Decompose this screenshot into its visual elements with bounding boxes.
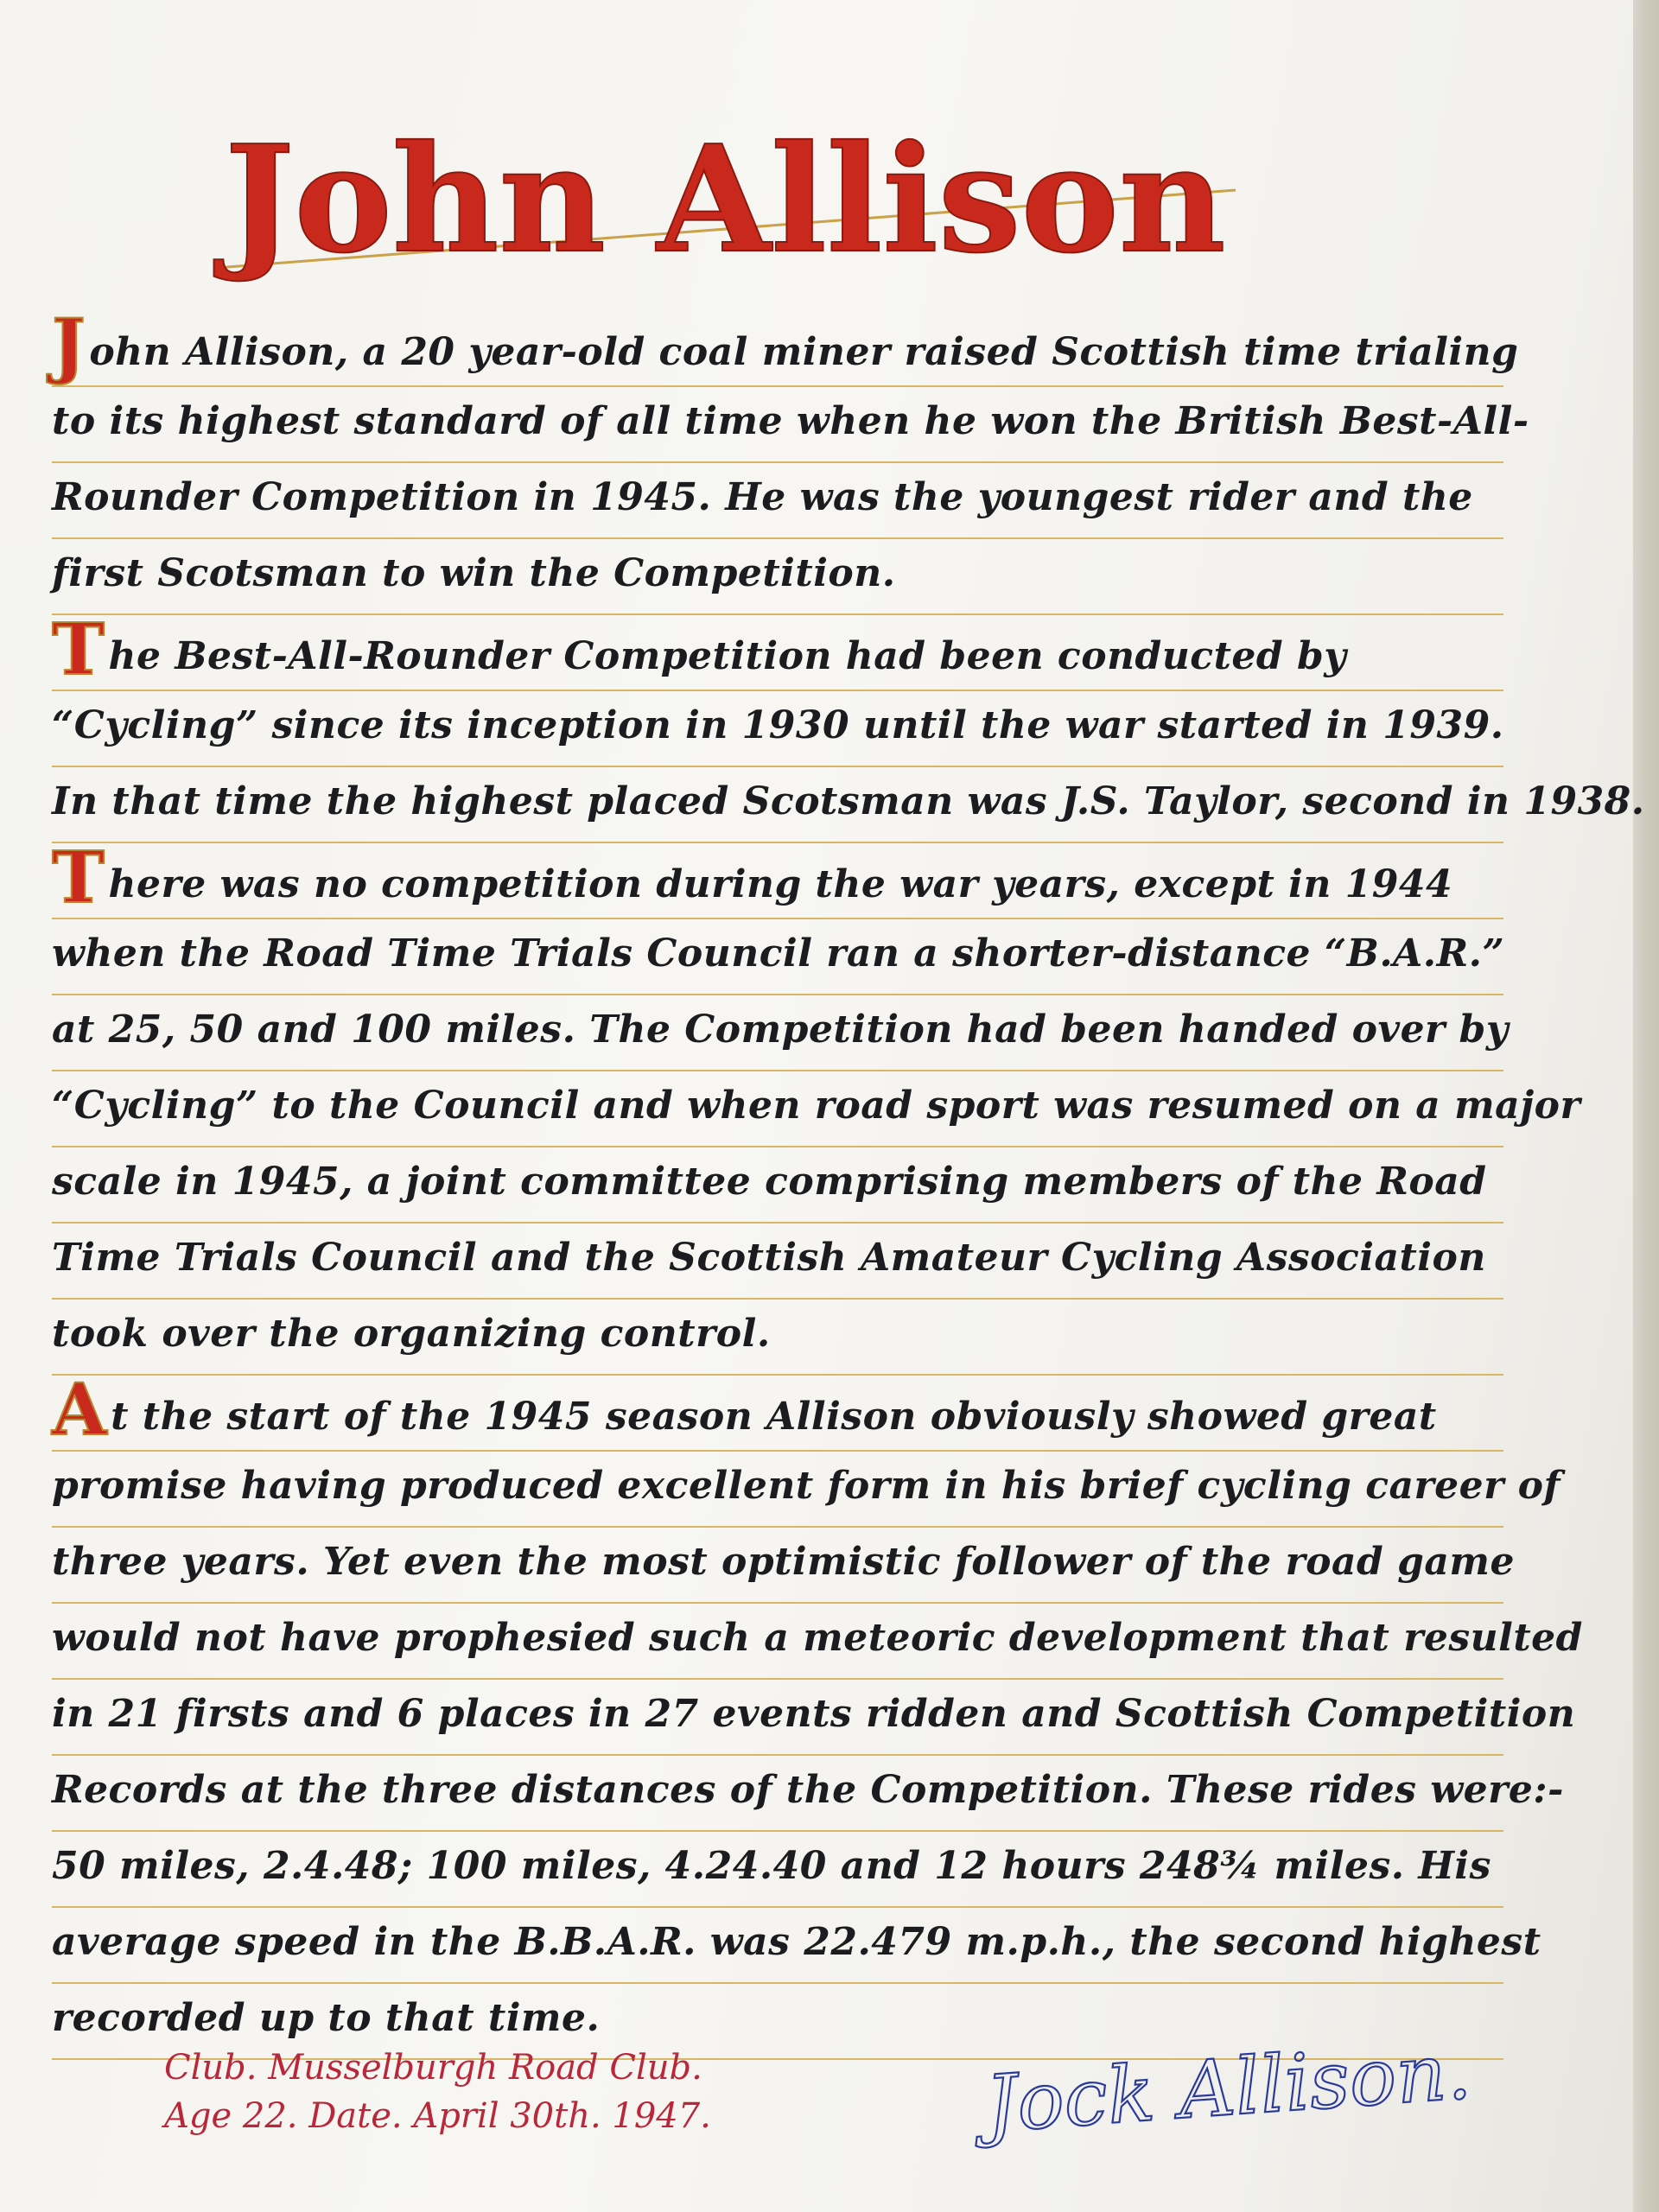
club-details	[164, 2044, 821, 2140]
text-line	[52, 1908, 1541, 1984]
line-text: 50 miles, 2.4.48; 100 miles, 4.24.40 and 12 hours 248¾ miles. His	[52, 1844, 1491, 1888]
text-line	[52, 1071, 1581, 1147]
text-line	[52, 1528, 1515, 1604]
line-text: Records at the three distances of the Competition. These rides were:-	[52, 1768, 1564, 1812]
text-line	[52, 1224, 1503, 1300]
text-line	[52, 463, 1503, 539]
line-text: first Scotsman to win the Competition.	[52, 551, 896, 595]
line-text: Rounder Competition in 1945. He was the youngest rider and the	[52, 475, 1473, 519]
text-line	[52, 387, 1529, 463]
text-line	[52, 1300, 1503, 1376]
line-text: at 25, 50 and 100 miles. The Competition had been handed over by	[52, 1007, 1509, 1052]
line-text: recorded up to that time.	[52, 1996, 601, 2040]
age-date-line: Age 22. Date. April 30th. 1947.	[164, 2096, 711, 2136]
page-edge	[1633, 0, 1659, 2212]
text-line	[52, 1369, 1503, 1452]
text-line	[52, 1452, 1560, 1528]
text-line	[52, 836, 1503, 919]
text-line	[52, 1680, 1576, 1756]
title-graphic	[199, 35, 1339, 294]
signature-graphic	[968, 1987, 1474, 2177]
line-text: “Cycling” since its inception in 1930 until the war started in 1939.	[52, 703, 1504, 747]
text-line	[52, 539, 1503, 615]
line-text: scale in 1945, a joint committee comprising members of the Road	[52, 1160, 1487, 1204]
text-line	[52, 1147, 1503, 1224]
line-text: Time Trials Council and the Scottish Amateur Cycling Association	[52, 1236, 1486, 1280]
signature-text: Jock Allison.	[982, 2025, 1474, 2151]
text-line	[52, 1832, 1503, 1908]
drop-cap: J	[52, 304, 86, 387]
line-text: here was no competition during the war years, except in 1944	[108, 862, 1453, 906]
drop-cap: T	[52, 836, 105, 919]
club-line: Club. Musselburgh Road Club.	[164, 2048, 702, 2088]
line-text: “Cycling” to the Council and when road sport was resumed on a major	[52, 1084, 1581, 1128]
line-text: to its highest standard of all time when he won the British Best-All-	[52, 399, 1529, 443]
drop-cap: A	[52, 1369, 108, 1452]
line-text: three years. Yet even the most optimistic follower of the road game	[52, 1540, 1515, 1584]
line-text: average speed in the B.B.A.R. was 22.479 m.p.h., the second highest	[52, 1920, 1541, 1964]
text-line	[52, 691, 1503, 767]
text-line	[52, 1604, 1583, 1680]
text-line	[52, 304, 1519, 387]
line-text: In that time the highest placed Scotsman was J.S. Taylor, second in 1938.	[52, 779, 1645, 823]
text-line	[52, 767, 1645, 843]
text-line	[52, 1756, 1564, 1832]
line-text: he Best-All-Rounder Competition had been conducted by	[108, 634, 1347, 678]
text-line	[52, 919, 1503, 995]
drop-cap: T	[52, 608, 105, 691]
line-text: ohn Allison, a 20 year-old coal miner raised Scottish time trialing	[89, 330, 1519, 374]
line-text: promise having produced excellent form in his brief cycling career of	[52, 1464, 1560, 1508]
line-text: in 21 firsts and 6 places in 27 events ridden and Scottish Competition	[52, 1692, 1576, 1736]
text-line	[52, 608, 1503, 691]
line-text: when the Road Time Trials Council ran a shorter-distance “B.A.R.”	[52, 931, 1505, 976]
line-text: would not have prophesied such a meteoric development that resulted	[52, 1616, 1583, 1660]
signature	[968, 1987, 1474, 2177]
line-text: took over the organizing control.	[52, 1312, 771, 1356]
text-line	[52, 995, 1509, 1071]
line-text: t the start of the 1945 season Allison obviously showed great	[111, 1395, 1437, 1439]
title-text: John Allison	[225, 113, 1226, 286]
page-title	[199, 35, 1339, 294]
